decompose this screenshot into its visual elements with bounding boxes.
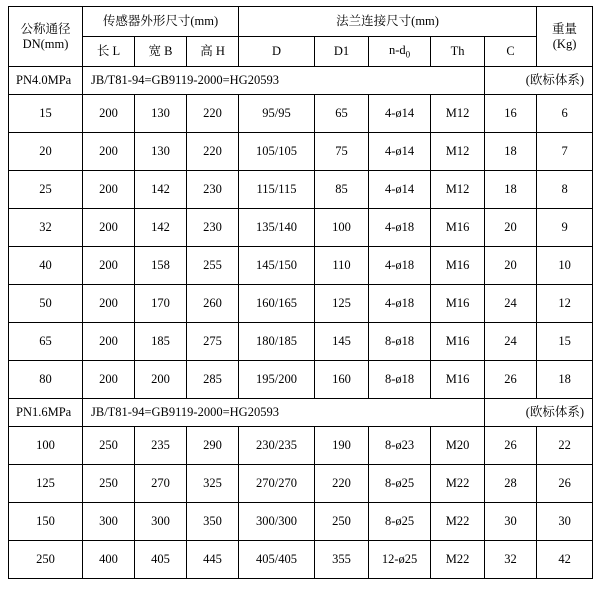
header-weight-line1: 重量 <box>552 22 578 37</box>
table-row <box>9 171 593 209</box>
table-cell: M22 <box>431 541 485 579</box>
table-cell: 42 <box>537 541 593 579</box>
table-cell: 230 <box>187 209 239 247</box>
table-cell: 85 <box>315 171 369 209</box>
table-cell: 16 <box>485 95 537 133</box>
section-pressure-rating: PN1.6MPa <box>9 399 83 427</box>
table-cell: 26 <box>537 465 593 503</box>
table-cell: 145/150 <box>239 247 315 285</box>
table-cell: 145 <box>315 323 369 361</box>
table-cell: 9 <box>537 209 593 247</box>
table-cell: 4-ø18 <box>369 209 431 247</box>
table-cell: 80 <box>9 361 83 399</box>
table-cell: 20 <box>485 209 537 247</box>
section-standard-code: JB/T81-94=GB9119-2000=HG20593 <box>83 67 485 95</box>
table-cell: 24 <box>485 323 537 361</box>
table-row <box>9 323 593 361</box>
table-cell: 150 <box>9 503 83 541</box>
table-cell: 18 <box>485 133 537 171</box>
table-cell: 50 <box>9 285 83 323</box>
table-cell: 200 <box>83 133 135 171</box>
table-cell: 4-ø14 <box>369 95 431 133</box>
table-cell: 4-ø14 <box>369 171 431 209</box>
table-cell: 142 <box>135 209 187 247</box>
table-cell: 220 <box>187 95 239 133</box>
table-cell: 290 <box>187 427 239 465</box>
table-cell: 8-ø23 <box>369 427 431 465</box>
table-cell: 300 <box>135 503 187 541</box>
table-cell: M12 <box>431 133 485 171</box>
table-cell: 8-ø18 <box>369 361 431 399</box>
table-cell: 235 <box>135 427 187 465</box>
table-cell: 130 <box>135 133 187 171</box>
table-cell: 400 <box>83 541 135 579</box>
table-cell: 20 <box>485 247 537 285</box>
table-cell: 8 <box>537 171 593 209</box>
table-row <box>9 95 593 133</box>
header-flange-dimensions: 法兰连接尺寸(mm) <box>239 7 537 37</box>
table-cell: 285 <box>187 361 239 399</box>
table-cell: M22 <box>431 503 485 541</box>
table-row <box>9 247 593 285</box>
table-cell: 250 <box>9 541 83 579</box>
header-nominal-diameter <box>9 7 83 67</box>
table-cell: 65 <box>9 323 83 361</box>
table-cell: M22 <box>431 465 485 503</box>
table-cell: 250 <box>83 465 135 503</box>
table-cell: 220 <box>315 465 369 503</box>
section-band-row <box>9 67 593 95</box>
header-d1: D1 <box>315 37 369 67</box>
header-group-row <box>9 7 593 37</box>
table-cell: 220 <box>187 133 239 171</box>
table-cell: 300 <box>83 503 135 541</box>
table-cell: 230 <box>187 171 239 209</box>
table-cell: 28 <box>485 465 537 503</box>
table-cell: 30 <box>537 503 593 541</box>
table-row <box>9 285 593 323</box>
table-cell: 160/165 <box>239 285 315 323</box>
table-cell: 32 <box>485 541 537 579</box>
table-cell: 445 <box>187 541 239 579</box>
table-cell: 4-ø18 <box>369 285 431 323</box>
table-cell: 200 <box>135 361 187 399</box>
table-cell: 170 <box>135 285 187 323</box>
table-cell: 100 <box>9 427 83 465</box>
table-cell: 40 <box>9 247 83 285</box>
header-d: D <box>239 37 315 67</box>
table-cell: 4-ø14 <box>369 133 431 171</box>
table-cell: 300/300 <box>239 503 315 541</box>
table-cell: 355 <box>315 541 369 579</box>
table-cell: 8-ø18 <box>369 323 431 361</box>
section-band-row <box>9 399 593 427</box>
header-weight <box>537 7 593 67</box>
table-cell: M16 <box>431 247 485 285</box>
table-cell: 190 <box>315 427 369 465</box>
table-row <box>9 503 593 541</box>
table-cell: 105/105 <box>239 133 315 171</box>
table-cell: M16 <box>431 361 485 399</box>
table-cell: 125 <box>9 465 83 503</box>
table-cell: 95/95 <box>239 95 315 133</box>
table-cell: 142 <box>135 171 187 209</box>
section-pressure-rating: PN4.0MPa <box>9 67 83 95</box>
table-cell: 25 <box>9 171 83 209</box>
table-cell: 26 <box>485 361 537 399</box>
table-cell: 32 <box>9 209 83 247</box>
section-standard-system: (欧标体系) <box>485 67 593 95</box>
table-cell: M16 <box>431 323 485 361</box>
table-cell: 115/115 <box>239 171 315 209</box>
table-cell: M20 <box>431 427 485 465</box>
table-cell: 158 <box>135 247 187 285</box>
table-cell: 195/200 <box>239 361 315 399</box>
header-length-l: 长 L <box>83 37 135 67</box>
table-cell: 100 <box>315 209 369 247</box>
table-cell: M16 <box>431 285 485 323</box>
table-cell: 110 <box>315 247 369 285</box>
table-cell: 8-ø25 <box>369 465 431 503</box>
table-row <box>9 209 593 247</box>
header-n-d0-prefix: n-d <box>388 43 406 58</box>
table-cell: 10 <box>537 247 593 285</box>
table-cell: 200 <box>83 247 135 285</box>
table-cell: 405/405 <box>239 541 315 579</box>
table-cell: 255 <box>187 247 239 285</box>
table-cell: 270 <box>135 465 187 503</box>
table-row <box>9 465 593 503</box>
table-cell: 200 <box>83 285 135 323</box>
header-dn-line2: DN(mm) <box>22 36 69 51</box>
table-cell: 200 <box>83 171 135 209</box>
table-cell: 270/270 <box>239 465 315 503</box>
table-cell: 200 <box>83 95 135 133</box>
table-cell: 30 <box>485 503 537 541</box>
table-cell: 22 <box>537 427 593 465</box>
table-cell: 12 <box>537 285 593 323</box>
table-cell: 75 <box>315 133 369 171</box>
table-cell: M12 <box>431 171 485 209</box>
table-cell: 20 <box>9 133 83 171</box>
section-standard-system: (欧标体系) <box>485 399 593 427</box>
table-cell: 125 <box>315 285 369 323</box>
table-row <box>9 361 593 399</box>
table-cell: 7 <box>537 133 593 171</box>
header-n-d0 <box>369 37 431 67</box>
table-cell: 325 <box>187 465 239 503</box>
table-cell: 4-ø18 <box>369 247 431 285</box>
table-cell: 8-ø25 <box>369 503 431 541</box>
header-sub-row <box>9 37 593 67</box>
table-cell: 26 <box>485 427 537 465</box>
table-cell: 250 <box>315 503 369 541</box>
header-width-b: 宽 B <box>135 37 187 67</box>
table-cell: 200 <box>83 361 135 399</box>
table-cell: M12 <box>431 95 485 133</box>
table-cell: 18 <box>537 361 593 399</box>
table-cell: 130 <box>135 95 187 133</box>
table-cell: 180/185 <box>239 323 315 361</box>
header-height-h: 高 H <box>187 37 239 67</box>
table-cell: 350 <box>187 503 239 541</box>
table-cell: 15 <box>9 95 83 133</box>
table-cell: 24 <box>485 285 537 323</box>
header-n-d0-subscript: 0 <box>405 49 411 60</box>
table-row <box>9 541 593 579</box>
section-standard-code: JB/T81-94=GB9119-2000=HG20593 <box>83 399 485 427</box>
table-row <box>9 427 593 465</box>
table-cell: 18 <box>485 171 537 209</box>
table-cell: 250 <box>83 427 135 465</box>
table-cell: 200 <box>83 323 135 361</box>
table-cell: 260 <box>187 285 239 323</box>
header-c: C <box>485 37 537 67</box>
table-cell: 230/235 <box>239 427 315 465</box>
table-cell: 200 <box>83 209 135 247</box>
table-cell: 15 <box>537 323 593 361</box>
header-dn-line1: 公称通径 <box>20 22 71 37</box>
table-cell: 65 <box>315 95 369 133</box>
table-cell: 275 <box>187 323 239 361</box>
header-th: Th <box>431 37 485 67</box>
table-cell: M16 <box>431 209 485 247</box>
table-row <box>9 133 593 171</box>
table-cell: 135/140 <box>239 209 315 247</box>
table-cell: 6 <box>537 95 593 133</box>
table-cell: 185 <box>135 323 187 361</box>
header-sensor-dimensions: 传感器外形尺寸(mm) <box>83 7 239 37</box>
header-weight-line2: (Kg) <box>552 36 577 51</box>
table-cell: 405 <box>135 541 187 579</box>
table-cell: 12-ø25 <box>369 541 431 579</box>
specification-table <box>8 6 593 579</box>
table-cell: 160 <box>315 361 369 399</box>
